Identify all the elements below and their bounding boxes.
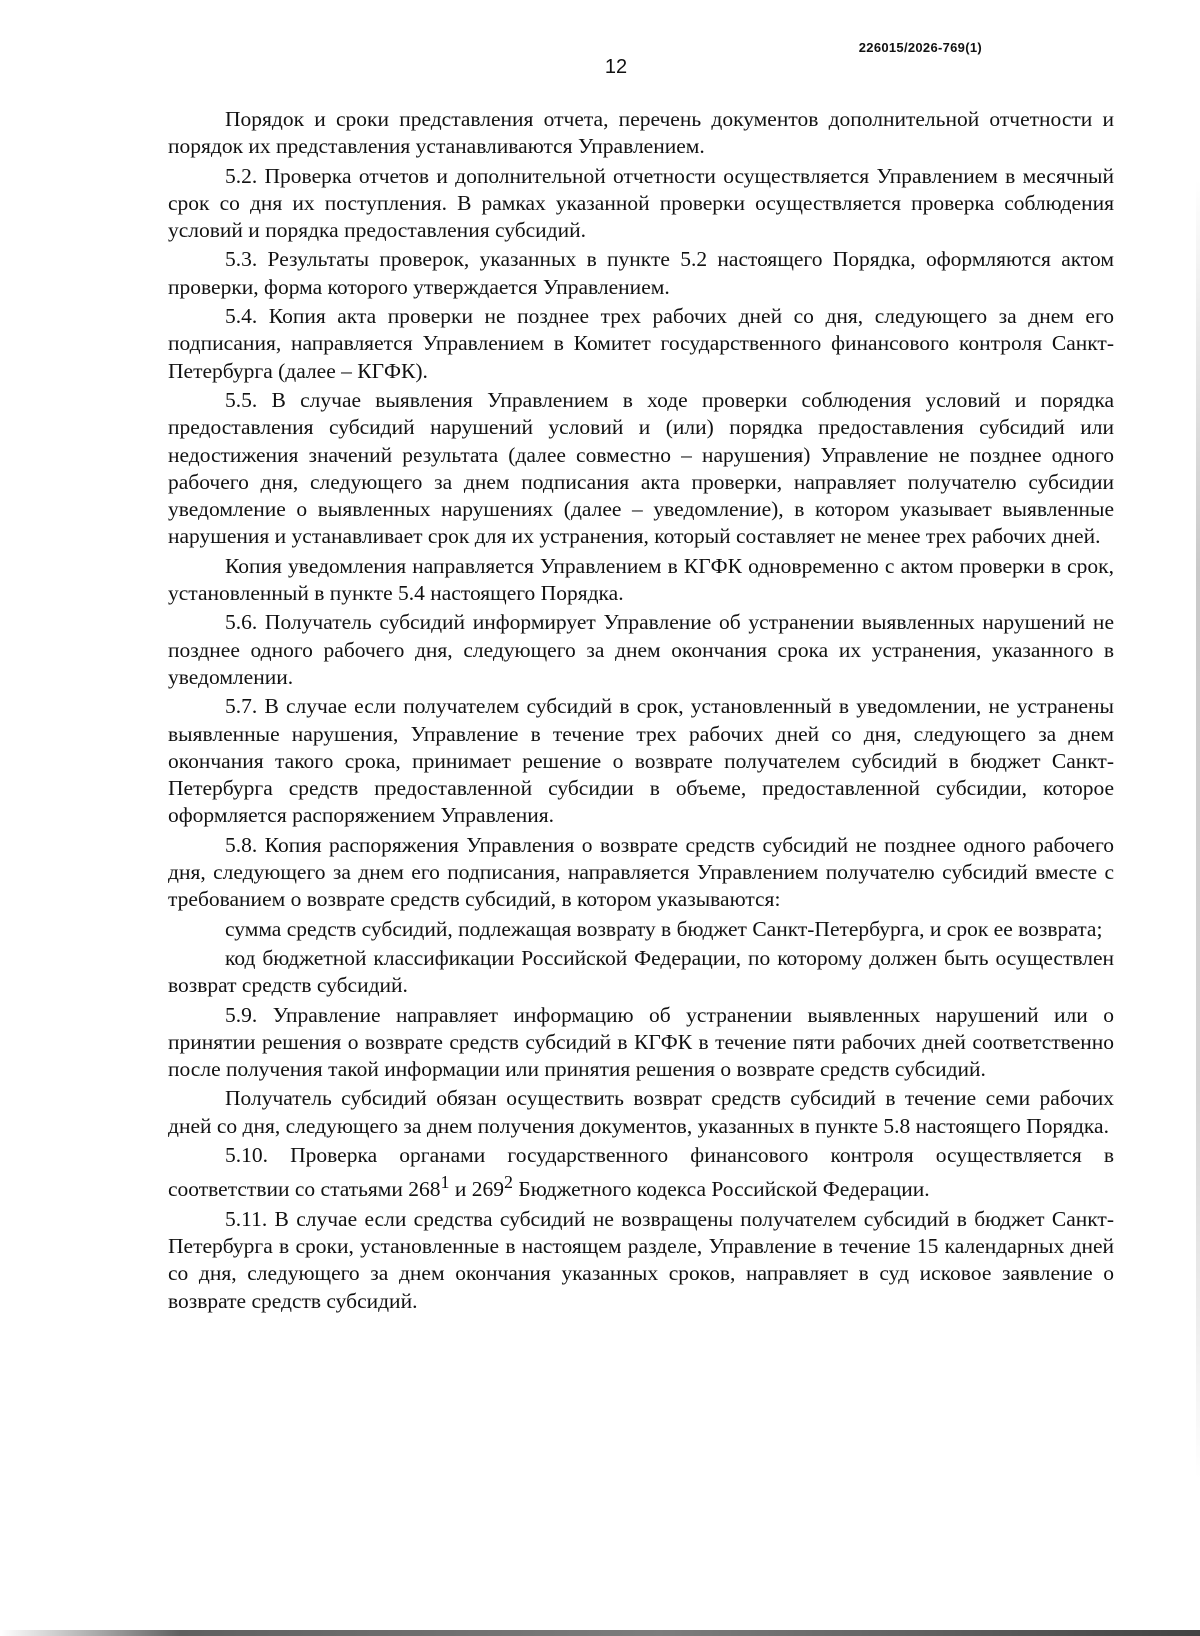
paragraph-5-9: 5.9. Управление направляет информацию об устранении выявленных нарушений или о принятии решения о возврате средств субсидий в КГФК в течение пяти рабочих дней соответственно после получения такой информации или принятия решения о возврате средств субсидий. — [168, 1002, 1114, 1082]
paragraph-notification-copy: Копия уведомления направляется Управлением в КГФК одновременно с актом проверки в срок, установленный в пункте 5.4 настоящего Порядка. — [168, 553, 1114, 606]
paragraph-5-8: 5.8. Копия распоряжения Управления о возврате средств субсидий не позднее одного рабочего дня, следующего за днем его подписания, направляется Управлением получателю субсидий вместе с требованием о возврате средств субсидий, в котором указываются: — [168, 832, 1114, 912]
paragraph-5-10-text-b: и 269 — [449, 1177, 505, 1202]
paragraph-5-4: 5.4. Копия акта проверки не позднее трех рабочих дней со дня, следующего за днем его подписания, направляется Управлением в Комитет государственного финансового контроля Санкт-Петербурга (далее – КГФК). — [168, 304, 1114, 383]
superscript-2: 2 — [504, 1172, 513, 1193]
paragraph-5-5: 5.5. В случае выявления Управлением в ходе проверки соблюдения условий и порядка предоставления субсидий нарушений условий и (или) порядка предоставления субсидий или недостижения значений результата (далее совместно – нарушения) Управление не позднее одного рабочего дня, следующего за днем подписания акта проверки, направляет получателю субсидии уведомление о выявленных нарушениях (далее – уведомление), в котором указывает выявленные нарушения и устанавливает срок для их устранения, который составляет не менее трех рабочих дней. — [168, 387, 1114, 549]
paragraph-report-procedure: Порядок и сроки представления отчета, перечень документов дополнительной отчетности и порядок их представления устанавливаются Управлением. — [168, 107, 1114, 159]
paragraph-subsidy-amount: сумма средств субсидий, подлежащая возврату в бюджет Санкт-Петербурга, и срок ее возврата; — [225, 916, 1103, 941]
paragraph-5-7: 5.7. В случае если получателем субсидий в срок, установленный в уведомлении, не устранены выявленные нарушения, Управление в течение трех рабочих дней со дня, следующего за днем окончания такого срока, принимает решение о возврате получателем субсидий в бюджет Санкт-Петербурга средств предоставленной субсидии в объеме, предоставленной субсидии, которое оформляется распоряжением Управления. — [168, 694, 1114, 828]
paragraph-5-10 — [168, 1142, 1114, 1204]
scan-bottom-edge — [0, 1630, 1200, 1636]
paragraph-5-11: 5.11. В случае если средства субсидий не возвращены получателем субсидий в бюджет Санкт-Петербурга в сроки, установленные в настоящем разделе, Управление в течение 15 календарных дней со дня, следующего за днем окончания указанных сроков, направляет в суд исковое заявление о возврате средств субсидий. — [168, 1206, 1114, 1313]
superscript-1: 1 — [440, 1172, 450, 1193]
paragraph-5-10-text-a: 5.10. Проверка органами государственного финансового контроля осуществляется в соответствии со статьями 268 — [168, 1142, 1114, 1202]
document-body — [168, 106, 1114, 1317]
paragraph-return-obligation: Получатель субсидий обязан осуществить возврат средств субсидий в течение семи рабочих дней со дня, следующего за днем получения документов, указанных в пункте 5.8 настоящего Порядка. — [168, 1086, 1114, 1138]
paragraph-5-3: 5.3. Результаты проверок, указанных в пункте 5.2 настоящего Порядка, оформляются актом проверки, форма которого утверждается Управлением. — [168, 247, 1114, 299]
page-number: 12 — [604, 56, 628, 78]
paragraph-5-6: 5.6. Получатель субсидий информирует Управление об устранении выявленных нарушений не позднее одного рабочего дня, следующего за днем окончания срока их устранения, указанного в уведомлении. — [168, 610, 1114, 689]
paragraph-5-2: 5.2. Проверка отчетов и дополнительной отчетности осуществляется Управлением в месячный срок со дня их поступления. В рамках указанной проверки осуществляется проверка соблюдения условий и порядка предоставления субсидий. — [168, 163, 1114, 243]
paragraph-5-10-text-c: Бюджетного кодекса Российской Федерации. — [512, 1177, 930, 1202]
scan-edge-shadow — [1196, 180, 1200, 1480]
paragraph-budget-code: код бюджетной классификации Российской Федерации, по которому должен быть осуществлен возврат средств субсидий. — [168, 945, 1114, 998]
document-registration-number: 226015/2026-769(1) — [858, 40, 982, 55]
